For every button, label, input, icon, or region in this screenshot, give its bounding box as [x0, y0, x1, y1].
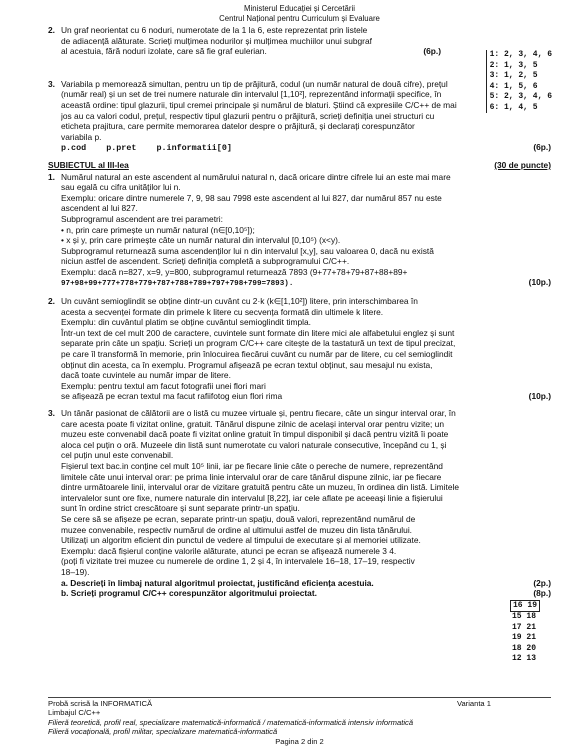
question-text: de adiacență alăturate. Scrieți mulțimea nodurilor și mulțimea muchiilor unui subgraf [61, 35, 372, 46]
adjacency-row: 1: 2, 3, 4, 6 [489, 50, 552, 59]
problem-text: Numărul natural an este ascendent al numărului natural n, dacă oricare dintre cifrele lui an este mai mare [61, 171, 451, 182]
footer-language: Limbajul C/C++ [48, 708, 101, 718]
section-points: (30 de puncte) [494, 159, 551, 170]
problem-text: • x și y, prin care primește câte un număr natural din intervalul [0,10⁵) (x<y). [61, 235, 341, 246]
question-text: variabila p. [61, 131, 102, 142]
problem-number: 3. [48, 408, 55, 418]
data-row: 15 18 [512, 612, 537, 622]
problem-text: niciun astfel de ascendent. Scrieți definiția completă a subprogramului C/C++. [61, 256, 350, 267]
subtask-b: b. Scrieți programul C/C++ corespunzător algoritmului proiectat. [61, 588, 317, 599]
problem-text: (poți fi vizitate trei muzee cu numerele de ordine 1, 2 și 4, în intervalele 16–18, 17–19, respectiv [61, 556, 415, 567]
points: (6p.) [533, 142, 551, 153]
problem-text: pe care îl transformă în memorie, prin înlocuirea fiecărui cuvânt cu număr par de litere, cu cel semioglindit [61, 349, 453, 360]
data-row: 18 20 [512, 643, 537, 653]
footer-exam: Probă scrisă la INFORMATICĂ [48, 698, 153, 708]
example-sum: 97+98+99+777+778+779+787+788+789+797+798+799=7893). [61, 280, 294, 289]
problem-text: Exemplu: dacă n=827, x=9, y=800, subprogramul returnează 7893 (9+77+78+79+87+88+89+ [61, 266, 408, 277]
problem-text: ascendent al lui 827. [61, 203, 138, 214]
data-row: 19 21 [512, 633, 537, 643]
footer-variant: Varianta 1 [456, 698, 491, 708]
problem-text: 18–19). [61, 566, 90, 577]
problem-text: Într-un text de cel mult 200 de caractere, cuvintele sunt formate din litere mici ale alfabetului englez și sunt [61, 327, 455, 338]
footer-track-1: Filieră teoretică, profil real, specializare matematică-informatică / matematică-informatică intensiv informatică [48, 717, 414, 727]
problem-text: Exemplu: din cuvântul platim se obține cuvântul semioglindit timpla. [61, 317, 311, 328]
problem-text: limitele câte unui interval orar: pe prima linie intervalul orar de care tânărul dispune zilnic, iar pe fiecare [61, 471, 442, 482]
problem-text: muzee convenabile, respectiv numărul de ordine al ultimului astfel de muzeu din lista tânărului. [61, 524, 413, 535]
page-footer [48, 697, 551, 746]
points: (10p.) [528, 277, 551, 288]
points: (10p.) [528, 391, 551, 402]
problem-text: • n, prin care primește un număr natural (n∈[0,10⁵]); [61, 224, 255, 235]
header-center: Centrul Național pentru Curriculum și Evaluare [219, 13, 380, 23]
question-text: eticheta prajitura, care permite memorarea datelor despre o prăjitură, și declarați corespunzător [61, 121, 415, 132]
problem-text: cel puțin unul este convenabil. [61, 450, 174, 461]
problem-text: aloca cel puțin o oră. Muzeele din listă sunt numerotate cu valori naturale consecutive, începând cu 1, și [61, 439, 447, 450]
problem-text: Exemplu: pentru textul am facut fotografii unei flori mari [61, 380, 266, 391]
problem-text: muzeu este convenabil dacă poate fi vizitat online gratuit în timpul disponibil și dacă pentru vizită îi poate [61, 429, 449, 440]
problem-text: Fișierul text bac.in conține cel mult 10⁵ linii, iar pe fiecare linie câte o pereche de numere, reprezentând [61, 460, 443, 471]
code-expressions: p.cod p.pret p.informatii[0] [61, 143, 232, 154]
section-heading [48, 160, 551, 171]
problem-text: Exemplu: dacă fișierul conține valorile alăturate, atunci pe ecran se afișează numerele 3 4. [61, 545, 397, 556]
adjacency-lists [486, 50, 552, 113]
data-row: 12 13 [512, 654, 537, 664]
page-header [48, 4, 551, 23]
adjacency-row: 2: 1, 3, 5 [489, 60, 538, 70]
problem-text: care acesta poate fi vizitat online, gratuit. Tânărul dispune zilnic de același interval orar pentru vizite; un [61, 418, 444, 429]
problem-number: 2. [48, 296, 55, 307]
problem-text: se afișează pe ecran textul ma facut rafiifotog eiun flori rima [61, 391, 283, 402]
problem-text: intervalelor sunt ore fixe, numere naturale din intervalul [8,22], iar cele aflate pe aceeași linie a fișierului [61, 492, 443, 503]
problem-text: sunt în ordine strict crescătoare și sunt separate printr-un spațiu. [61, 503, 300, 514]
question-number: 3. [48, 78, 55, 89]
question-text: (număr real) și un set de trei numere naturale din intervalul [1,10²], reprezentând informații specifice, în [61, 89, 442, 100]
question-text: această ordine: tipul glazurii, tipul cremei principale și numărul de blaturi. Știind că expresiile C/C++ de mai [61, 99, 457, 110]
question-text: Un graf neorientat cu 6 noduri, numerotate de la 1 la 6, este reprezentat prin listele [61, 25, 368, 35]
points: (6p.) [423, 46, 441, 57]
problem-text: Un cuvânt semioglindit se obține dintr-un cuvânt cu 2·k (k∈[1,10²]) litere, prin interschimbarea în [61, 296, 418, 307]
data-row: 16 19 [510, 600, 540, 612]
question-number: 2. [48, 25, 55, 35]
problem-1 [48, 172, 551, 291]
adjacency-row: 3: 1, 2, 5 [489, 71, 538, 80]
input-file-example [510, 600, 540, 664]
problem-2 [48, 296, 551, 402]
problem-text: obținut din acesta, ca în exemplu. Programul afișează pe ecran textul obținut, sau mesajul nu exista, [61, 359, 433, 370]
problem-text: acesta a secvenței formate din primele k litere cu secvența formată din ultimele k litere. [61, 306, 384, 317]
problem-text: Exemplu: oricare dintre numerele 7, 9, 98 sau 7998 este ascendent al lui 827, dar numărul 857 nu este [61, 192, 442, 203]
problem-text: Se cere să se afișeze pe ecran, separate printr-un spațiu, două valori, reprezentând numărul de [61, 513, 416, 524]
page-number: Pagina 2 din 2 [275, 736, 324, 746]
problem-3 [48, 408, 551, 599]
question-3 [48, 79, 551, 154]
problem-text: Subprogramul ascendent are trei parametri: [61, 213, 223, 224]
question-text: al acestuia, fără noduri izolate, care să fie graf eulerian. [61, 46, 267, 57]
data-row: 17 21 [512, 622, 537, 632]
problem-text: Utilizați un algoritm eficient din punctul de vedere al timpului de executare și al memoriei utilizate. [61, 535, 421, 546]
header-ministry: Ministerul Educației și Cercetării [244, 4, 355, 13]
question-text: Variabila p memorează simultan, pentru un tip de prăjitură, codul (un număr natural de două cifre), prețul [61, 78, 448, 89]
footer-track-2: Filieră vocațională, profil militar, specializare matematică-informatică [48, 727, 278, 737]
section-title: SUBIECTUL al III-lea [48, 159, 129, 170]
problem-text: sau egală cu cifra unităților lui n. [61, 182, 181, 193]
points: (2p.) [533, 577, 551, 588]
question-text: jos au ca valori codul, prețul, respectiv tipul glazurii pentru o prăjitură, scrieți definiția unei structuri cu [61, 110, 435, 121]
adjacency-row: 6: 1, 4, 5 [489, 102, 538, 112]
problem-text: Un tânăr pasionat de călătorii are o listă cu muzee virtuale și, pentru fiecare, câte un singur interval orar, în [61, 408, 456, 418]
problem-text: separate prin câte un spațiu. Scrieți un program C/C++ care citește de la tastatură un text de tipul precizat, [61, 338, 456, 349]
problem-text: dintre următoarele linii, intervalul orar de vizitare gratuită pentru câte un muzeu, în ordinea din listă. Limitele [61, 482, 460, 493]
adjacency-row: 5: 2, 3, 4, 6 [489, 92, 552, 101]
problem-text: Subprogramul returnează suma ascendenților lui n din intervalul [x,y], sau valoarea 0, dacă nu există [61, 245, 434, 256]
points: (8p.) [533, 588, 551, 599]
problem-text: dacă toate cuvintele au număr impar de litere. [61, 370, 231, 381]
subtask-a: a. Descrieți în limbaj natural algoritmul proiectat, justificând eficiența acestuia. [61, 577, 374, 588]
adjacency-row: 4: 1, 5, 6 [489, 81, 538, 91]
question-2 [48, 25, 551, 57]
problem-number: 1. [48, 171, 55, 182]
